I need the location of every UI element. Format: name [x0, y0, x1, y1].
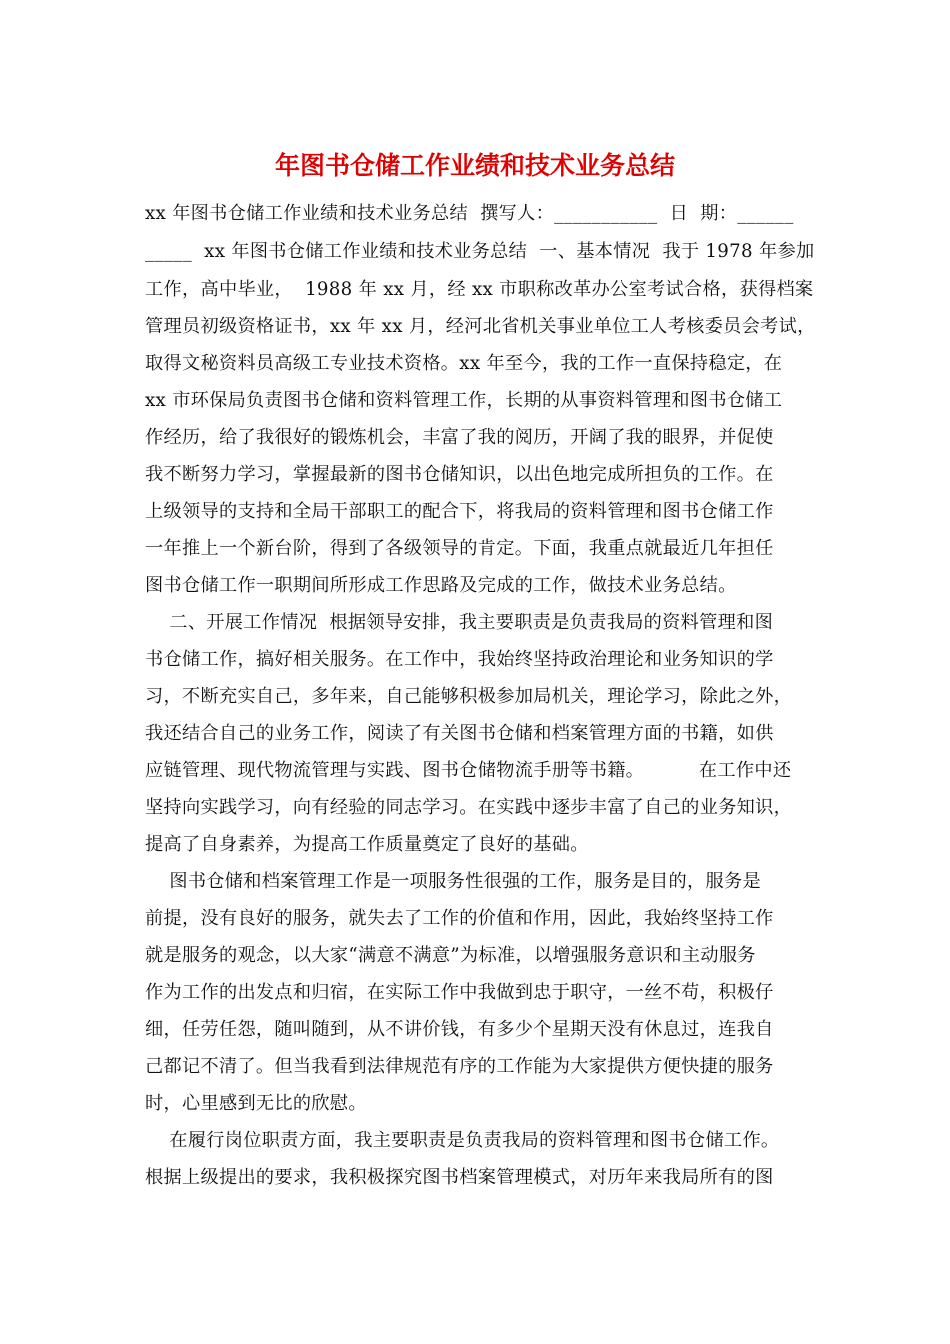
body-line: 在履行岗位职责方面，我主要职责是负责我局的资料管理和图书仓储工作。 — [145, 1130, 780, 1151]
body-line: 一年推上一个新台阶，得到了各级领导的肯定。下面，我重点就最近几年担任 — [145, 538, 774, 559]
body-line: 应链管理、现代物流管理与实践、图书仓储物流手册等书籍。 在工作中还 — [145, 760, 792, 781]
body-line: 我不断努力学习，掌握最新的图书仓储知识，以出色地完成所担负的工作。在 — [145, 464, 774, 485]
body-line: 就是服务的观念，以大家“满意不满意”为标准，以增强服务意识和主动服务 — [145, 945, 756, 966]
body-line: 作经历，给了我很好的锻炼机会，丰富了我的阅历，开阔了我的眼界，并促使 — [145, 427, 774, 448]
body-line: 前提，没有良好的服务，就失去了工作的价值和作用，因此，我始终坚持工作 — [145, 908, 774, 929]
document-title: 年图书仓储工作业绩和技术业务总结 — [274, 151, 675, 180]
body-line: _____ xx 年图书仓储工作业绩和技术业务总结 一、基本情况 我于 1978 年参加 — [145, 241, 815, 262]
body-line: 己都记不清了。但当我看到法律规范有序的工作能为大家提供方便快捷的服务 — [145, 1056, 774, 1077]
body-line: 根据上级提出的要求，我积极探究图书档案管理模式，对历年来我局所有的图 — [145, 1167, 774, 1188]
body-line: 我还结合自己的业务工作，阅读了有关图书仓储和档案管理方面的书籍，如供 — [145, 723, 774, 744]
body-line: xx 市环保局负责图书仓储和资料管理工作，长期的从事资料管理和图书仓储工 — [145, 390, 783, 411]
body-line: 取得文秘资料员高级工专业技术资格。xx 年至今，我的工作一直保持稳定，在 — [145, 353, 783, 374]
body-line: xx 年图书仓储工作业绩和技术业务总结 撰写人：___________ 日 期：______ — [145, 203, 794, 224]
body-line: 习，不断充实自己，多年来，自己能够积极参加局机关，理论学习，除此之外， — [145, 686, 793, 707]
body-line: 细，任劳任怨，随叫随到，从不讲价钱，有多少个星期天没有休息过，连我自 — [145, 1019, 774, 1040]
body-line: 书仓储工作，搞好相关服务。在工作中，我始终坚持政治理论和业务知识的学 — [145, 649, 774, 670]
body-line: 时，心里感到无比的欣慰。 — [145, 1093, 367, 1114]
body-line: 管理员初级资格证书，xx 年 xx 月，经河北省机关事业单位工人考核委员会考试， — [145, 316, 816, 337]
body-line: 图书仓储工作一职期间所形成工作思路及完成的工作，做技术业务总结。 — [145, 575, 737, 596]
body-line: 作为工作的出发点和归宿，在实际工作中我做到忠于职守，一丝不苟，积极仔 — [145, 982, 774, 1003]
body-line: 二、开展工作情况 根据领导安排，我主要职责是负责我局的资料管理和图 — [145, 612, 774, 633]
body-line: 上级领导的支持和全局干部职工的配合下，将我局的资料管理和图书仓储工作 — [145, 501, 774, 522]
body-line: 图书仓储和档案管理工作是一项服务性很强的工作，服务是目的，服务是 — [145, 871, 761, 892]
body-line: 提高了自身素养，为提高工作质量奠定了良好的基础。 — [145, 834, 589, 855]
body-line: 工作，高中毕业， 1988 年 xx 月，经 xx 市职称改革办公室考试合格，获得档案 — [145, 279, 814, 300]
body-line: 坚持向实践学习，向有经验的同志学习。在实践中逐步丰富了自己的业务知识， — [145, 797, 793, 818]
